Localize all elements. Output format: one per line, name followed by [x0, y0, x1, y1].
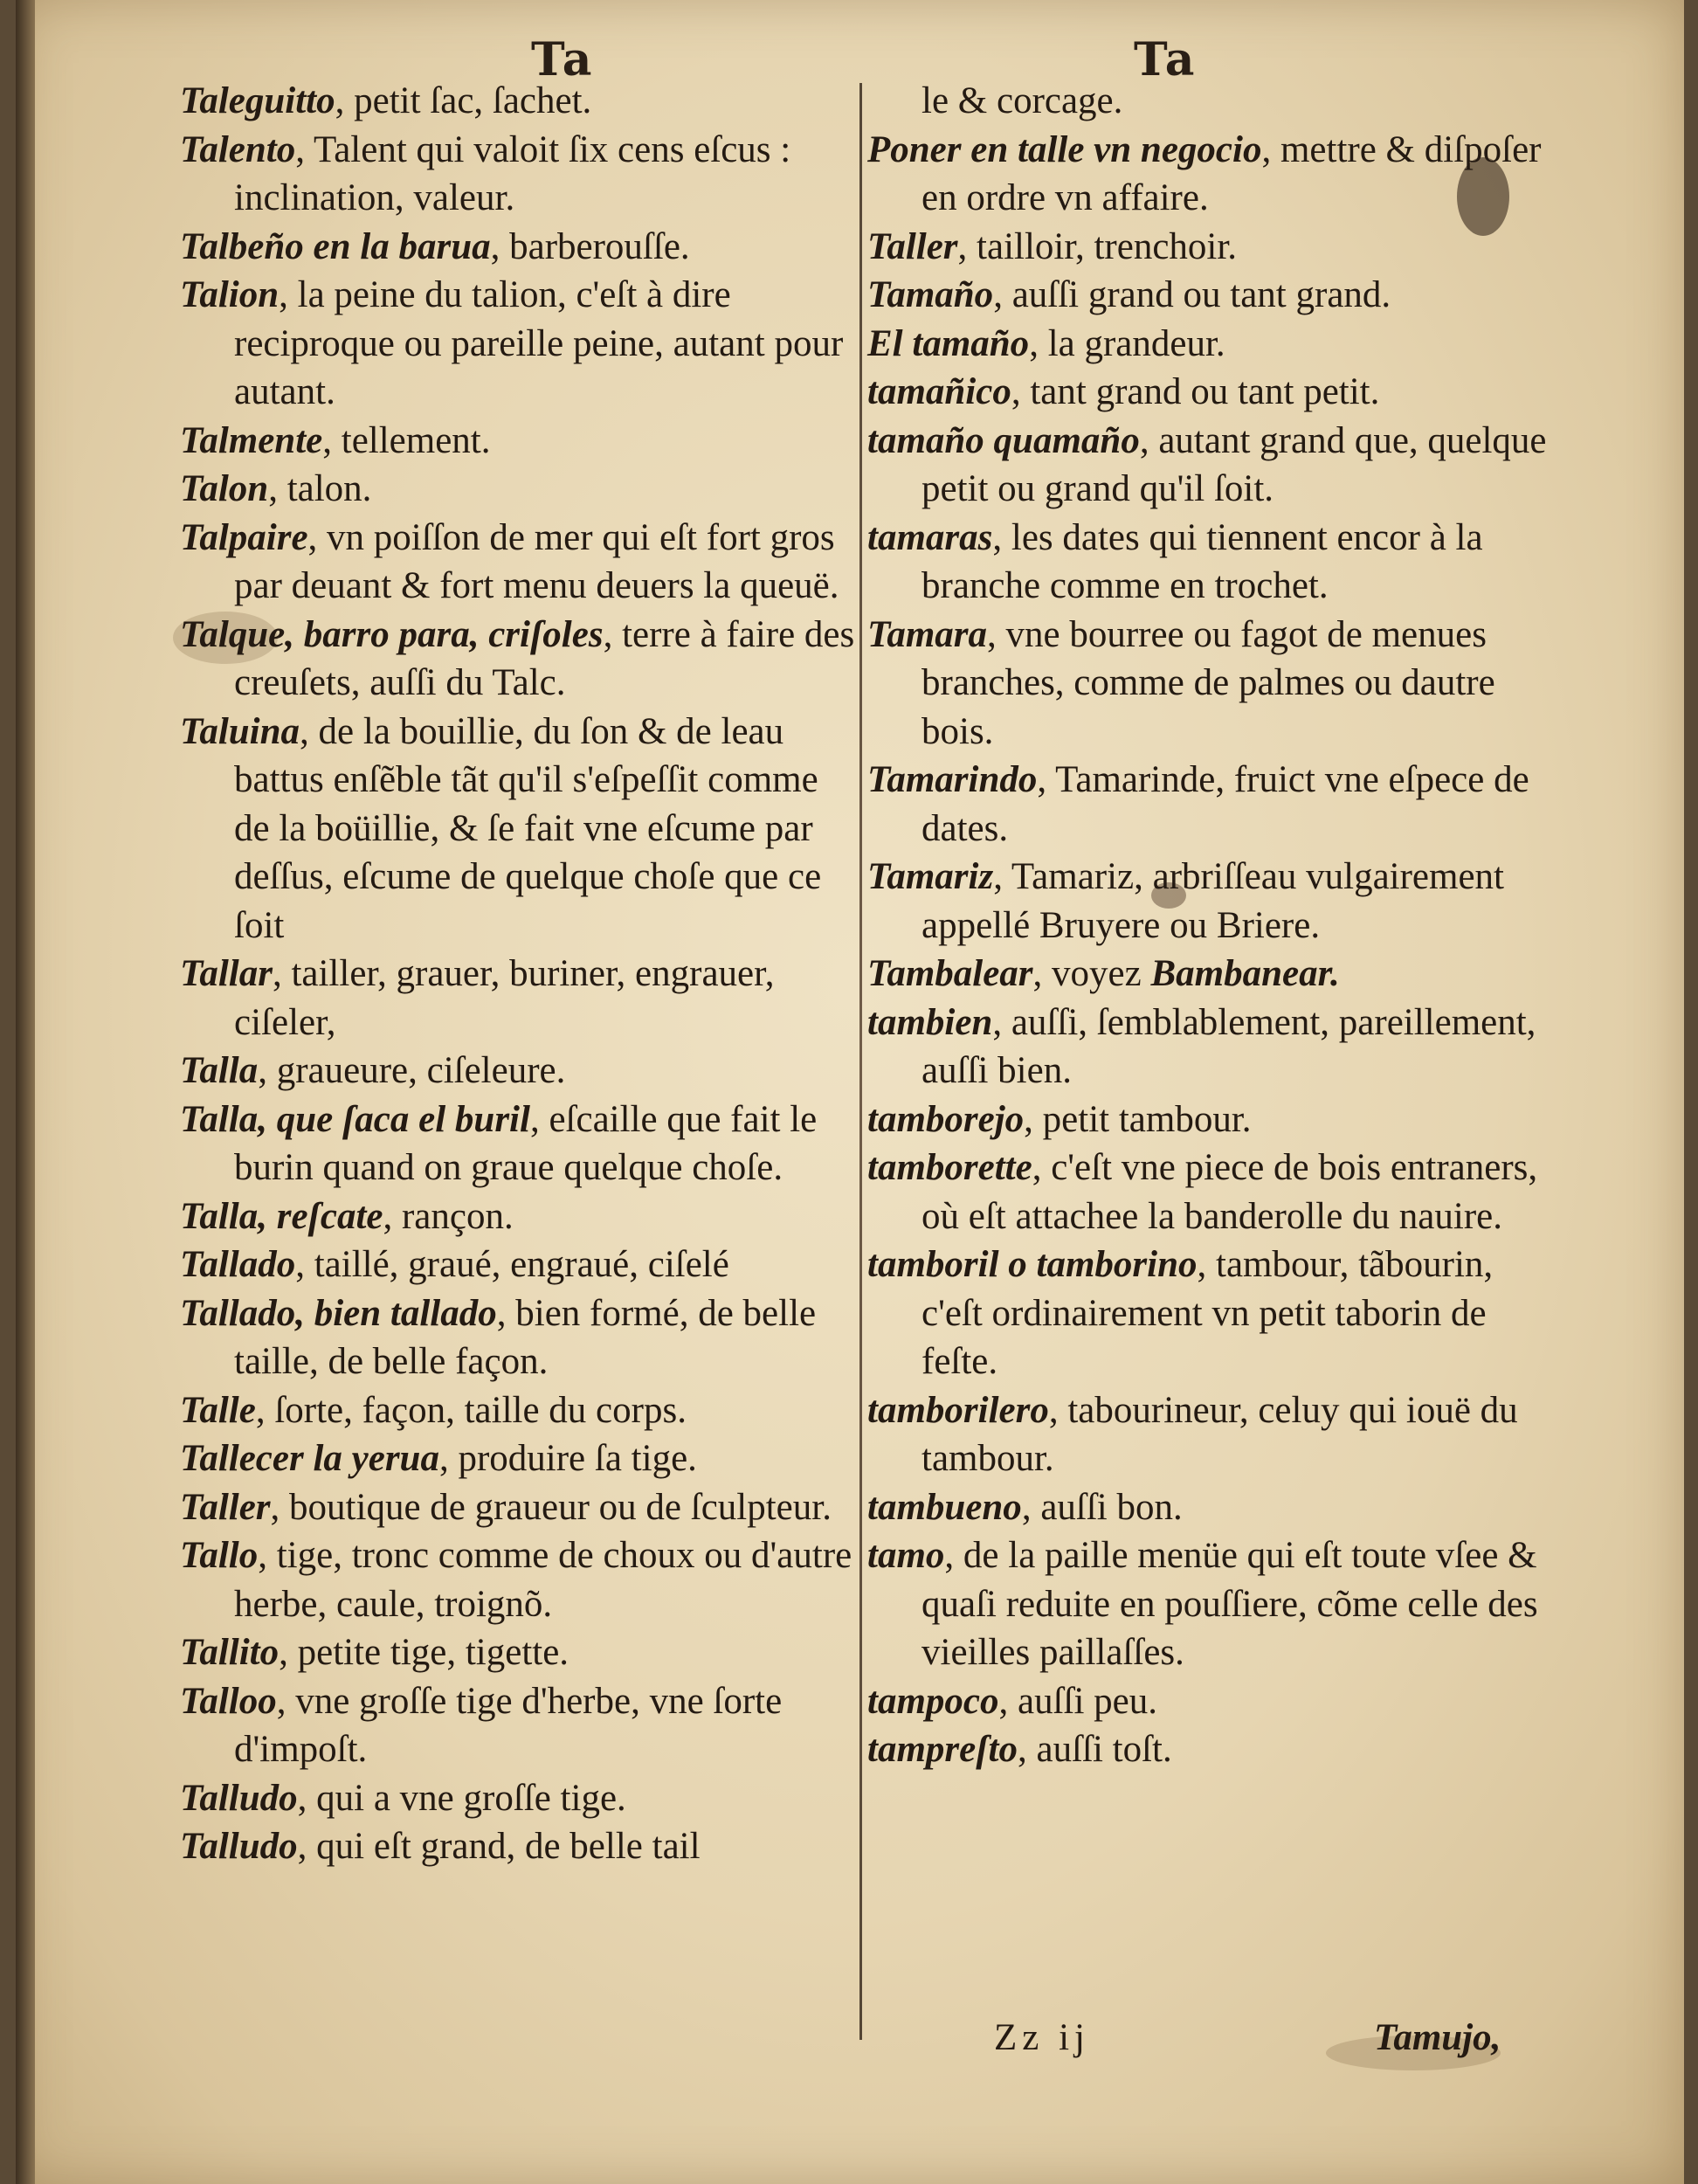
dictionary-entry: [180, 1095, 857, 1192]
entry-definition: , vne groſſe tige d'herbe, vne ſorte d'impoſt.: [234, 1680, 783, 1770]
running-head-left: Ta: [531, 33, 594, 86]
entry-definition: , auſſi, ſemblablement, pareillement, auſſi bien.: [921, 1001, 1536, 1091]
entry-headword: tamborilero: [867, 1389, 1049, 1431]
dictionary-entry: [180, 1822, 857, 1871]
entry-headword: tamañico: [867, 371, 1011, 412]
dictionary-entry: [867, 1241, 1557, 1386]
dictionary-entry: [867, 1386, 1557, 1483]
entry-headword: Talion: [180, 274, 280, 315]
dictionary-entry: [867, 1531, 1557, 1677]
dictionary-entry: [867, 1144, 1557, 1241]
entry-definition: , petite tige, tigette.: [279, 1632, 569, 1673]
dictionary-entry: [180, 1677, 857, 1774]
entry-headword: Talla: [180, 1050, 259, 1091]
dictionary-entry: [867, 756, 1557, 853]
dictionary-entry: [867, 368, 1557, 417]
dictionary-entry: [180, 1289, 857, 1386]
entry-headword: Tallado: [180, 1244, 296, 1285]
entry-definition: , graueure, ciſeleure.: [258, 1050, 566, 1091]
entry-headword: Talludo: [180, 1826, 298, 1867]
entry-headword: Talle: [180, 1389, 256, 1431]
entry-headword: Tamarindo: [867, 759, 1038, 800]
entry-headword: Talon: [180, 468, 269, 509]
entry-definition: , Tamariz, arbriſſeau vulgairement appellé Bruyere ou Briere.: [921, 856, 1504, 946]
entry-headword: Talludo: [180, 1777, 298, 1819]
entry-definition: , tant grand ou tant petit.: [1011, 371, 1380, 412]
entry-definition: , qui eſt grand, de belle tail: [297, 1826, 701, 1867]
dictionary-entry: [867, 1095, 1557, 1144]
entry-definition: , talon.: [268, 468, 372, 509]
entry-continuation: [867, 77, 1557, 126]
dictionary-entry: [180, 1483, 857, 1532]
dictionary-entry: [867, 271, 1557, 320]
dictionary-entry: [867, 223, 1557, 272]
entry-headword: Poner en talle vn negocio: [867, 128, 1262, 170]
entry-definition: , barberouſſe.: [490, 225, 690, 267]
entry-definition: , tailloir, trenchoir.: [957, 225, 1238, 267]
entry-definition: , qui a vne groſſe tige.: [297, 1777, 626, 1819]
entry-headword: tamo: [867, 1535, 945, 1576]
dictionary-entry: [180, 514, 857, 611]
dictionary-entry: [180, 1386, 857, 1435]
right-column: [867, 77, 1557, 1774]
entry-definition: , tailler, grauer, buriner, engrauer, ciſeler,: [234, 953, 775, 1043]
entry-headword: tamborette: [867, 1147, 1032, 1188]
dictionary-entry: [180, 611, 857, 708]
entry-headword: Tallito: [180, 1632, 280, 1673]
dictionary-entry: [867, 853, 1557, 950]
entry-definition: , tige, tronc comme de choux ou d'autre herbe, caule, troignõ.: [234, 1535, 852, 1625]
entry-spanish-phrase: , bien tallado: [295, 1292, 497, 1334]
entry-headword: Tamara: [867, 613, 987, 655]
entry-cross-reference: Bambanear.: [1150, 953, 1340, 994]
dictionary-entry: [180, 950, 857, 1047]
entry-definition: , tellement.: [322, 419, 491, 461]
dictionary-entry: [180, 126, 857, 223]
entry-definition: , de la paille menüe qui eſt toute vſee & quaſi reduite en pouſſiere, cõme celle des vieilles paillaſſes.: [921, 1535, 1538, 1673]
dictionary-entry: [867, 999, 1557, 1095]
entry-spanish-phrase: , reſcate: [258, 1195, 383, 1237]
entry-headword: El tamaño: [867, 322, 1030, 364]
catchword: Tamujo,: [1374, 2017, 1501, 2058]
entry-headword: Talbeño en la barua: [180, 225, 491, 267]
book-page: [16, 0, 1684, 2184]
entry-definition: , auſſi grand ou tant grand.: [993, 274, 1391, 315]
entry-definition: , taillé, graué, engraué, ciſelé: [295, 1244, 729, 1285]
entry-spanish-phrase: , que ſaca el buril: [258, 1098, 530, 1140]
entry-headword: tamaras: [867, 516, 993, 558]
entry-headword: tamborejo: [867, 1098, 1025, 1140]
entry-definition: , terre à faire des creuſets, auſſi du Talc.: [234, 613, 855, 703]
entry-definition: , bien formé, de belle taille, de belle façon.: [234, 1292, 817, 1382]
entry-definition: , de la bouillie, du ſon & de leau battus enſẽble tãt qu'il s'eſpeſſit comme de la boüillie, & ſe fait vne eſcume par deſſus, eſcume de quelque choſe que ce ſoit: [234, 710, 822, 946]
dictionary-entry: [867, 1677, 1557, 1726]
entry-headword: Tallo: [180, 1535, 259, 1576]
dictionary-entry: [180, 1047, 857, 1095]
entry-headword: Taleguitto: [180, 80, 335, 121]
entry-definition: , mettre & diſpoſer en ordre vn affaire.: [921, 128, 1542, 218]
column-rule: [859, 83, 862, 2040]
entry-definition: , rançon.: [383, 1195, 514, 1237]
entry-definition: , autant grand que, quelque petit ou grand qu'il ſoit.: [921, 419, 1547, 509]
entry-headword: Tallecer la yerua: [180, 1438, 439, 1479]
dictionary-entry: [180, 417, 857, 466]
entry-headword: Talento: [180, 128, 296, 170]
dictionary-entry: [180, 1531, 857, 1628]
dictionary-entry: [180, 1628, 857, 1677]
entry-headword: Taluina: [180, 710, 300, 752]
entry-definition: , Tamarinde, fruict vne eſpece de dates.: [921, 759, 1529, 849]
entry-headword: Talla: [180, 1098, 259, 1140]
entry-definition: , voyez: [1032, 953, 1151, 994]
entry-definition: , petit tambour.: [1024, 1098, 1252, 1140]
dictionary-entry: [180, 77, 857, 126]
dictionary-entry: [867, 126, 1557, 223]
entry-headword: Talloo: [180, 1680, 277, 1722]
entry-definition: , tambour, tãbourin, c'eſt ordinairement vn petit taborin de feſte.: [921, 1244, 1494, 1382]
entry-headword: tambueno: [867, 1486, 1022, 1528]
entry-headword: Tamaño: [867, 274, 994, 315]
dictionary-entry: [867, 1725, 1557, 1774]
dictionary-entry: [867, 950, 1557, 999]
dictionary-entry: [867, 611, 1557, 757]
entry-headword: Tallado: [180, 1292, 296, 1334]
dictionary-entry: [180, 271, 857, 417]
entry-headword: tamaño quamaño: [867, 419, 1140, 461]
entry-definition: , la peine du talion, c'eſt à dire reciproque ou pareille peine, autant pour autant.: [234, 274, 844, 412]
left-column: [180, 77, 857, 1871]
dictionary-entry: [180, 1434, 857, 1483]
dictionary-entry: [180, 1192, 857, 1241]
signature-mark: Zz ij: [994, 2017, 1090, 2058]
entry-definition: , eſcaille que fait le burin quand on graue quelque choſe.: [234, 1098, 818, 1188]
entry-headword: tamboril o tamborino: [867, 1244, 1198, 1285]
entry-definition: , auſſi bon.: [1021, 1486, 1183, 1528]
entry-headword: tampoco: [867, 1680, 999, 1722]
dictionary-entry: [867, 320, 1557, 369]
entry-headword: Talmente: [180, 419, 323, 461]
entry-definition: , Talent qui valoit ſix cens eſcus : inclination, valeur.: [234, 128, 791, 218]
dictionary-entry: [180, 708, 857, 950]
dictionary-entry: [180, 465, 857, 514]
entry-headword: Taller: [180, 1486, 271, 1528]
entry-headword: Talque, barro para, criſoles: [180, 613, 604, 655]
entry-definition: , ſorte, façon, taille du corps.: [255, 1389, 687, 1431]
dictionary-entry: [180, 1241, 857, 1289]
dictionary-entry: [867, 1483, 1557, 1532]
entry-definition: , petit ſac, ſachet.: [335, 80, 592, 121]
entry-headword: Talpaire: [180, 516, 308, 558]
entry-definition: , la grandeur.: [1029, 322, 1225, 364]
entry-definition: , vn poiſſon de mer qui eſt fort gros par deuant & fort menu deuers la queuë.: [234, 516, 839, 606]
dictionary-entry: [180, 223, 857, 272]
entry-headword: Tallar: [180, 953, 273, 994]
entry-definition: , auſſi peu.: [998, 1680, 1157, 1722]
dictionary-entry: [867, 514, 1557, 611]
dictionary-entry: [180, 1774, 857, 1823]
page-binding-edge: [16, 0, 35, 2184]
dictionary-entry: [867, 417, 1557, 514]
entry-text: le & corcage.: [921, 80, 1123, 121]
entry-headword: Tamariz: [867, 856, 994, 897]
entry-headword: tambien: [867, 1001, 993, 1043]
entry-headword: Tambalear: [867, 953, 1033, 994]
entry-definition: , boutique de graueur ou de ſculpteur.: [270, 1486, 832, 1528]
entry-definition: , vne bourree ou fagot de menues branches, comme de palmes ou dautre bois.: [921, 613, 1495, 752]
running-head-right: Ta: [1134, 33, 1197, 86]
entry-headword: Taller: [867, 225, 958, 267]
entry-headword: tampreſto: [867, 1729, 1018, 1770]
entry-definition: , les dates qui tiennent encor à la branche comme en trochet.: [921, 516, 1483, 606]
entry-definition: , auſſi toſt.: [1017, 1729, 1172, 1770]
entry-definition: , tabourineur, celuy qui iouë du tambour.: [921, 1389, 1518, 1479]
entry-definition: , c'eſt vne piece de bois entraners, où eſt attachee la banderolle du nauire.: [921, 1147, 1538, 1237]
entry-headword: Talla: [180, 1195, 259, 1237]
entry-definition: , produire ſa tige.: [438, 1438, 697, 1479]
